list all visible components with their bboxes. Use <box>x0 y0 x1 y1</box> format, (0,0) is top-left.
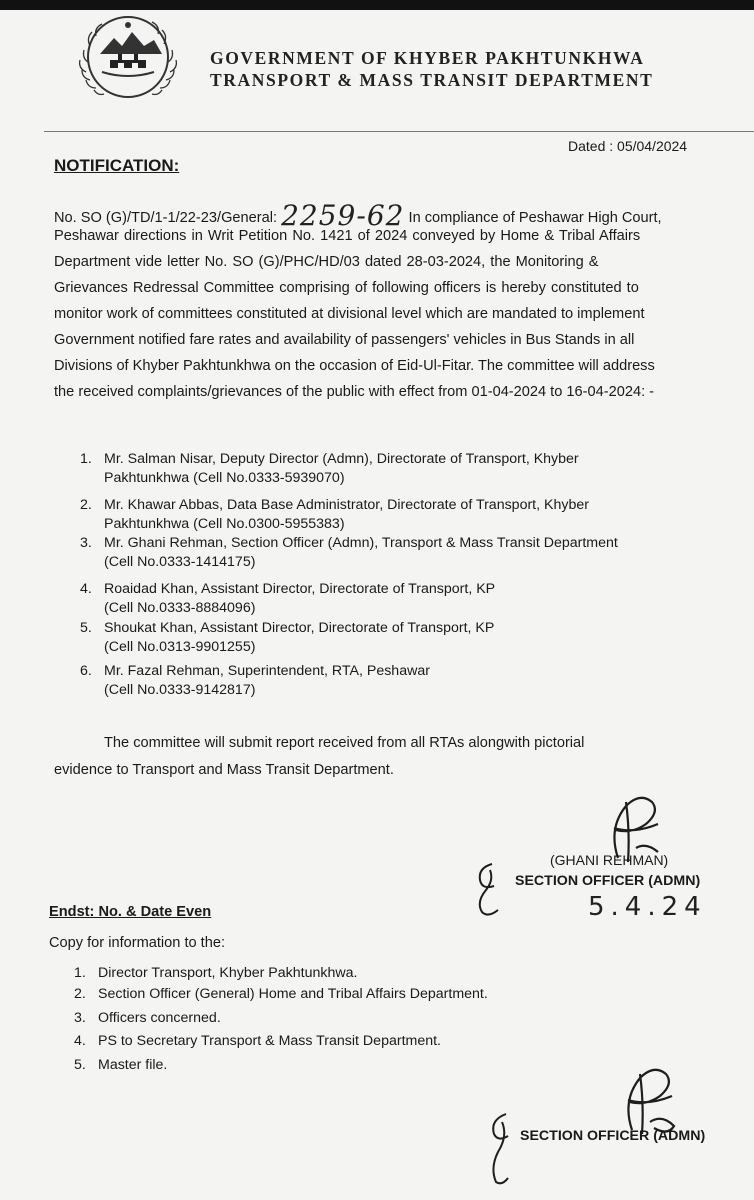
list-item: 1. Mr. Salman Nisar, Deputy Director (Admn), Directorate of Transport, Khyber Pakhtunkhwa (Cell No.0333-5939070) <box>80 451 579 486</box>
header-department-title: TRANSPORT & MASS TRANSIT DEPARTMENT <box>210 70 654 90</box>
list-item: 2. Mr. Khawar Abbas, Data Base Administrator, Directorate of Transport, Khyber Pakhtunkhwa (Cell No.0300-5955383) <box>80 497 589 532</box>
initial-mark <box>462 858 522 918</box>
paragraph-line-8: the received complaints/grievances of the public with effect from 01-04-2024 to 16-04-2024: - <box>54 384 655 400</box>
closing-line-1: The committee will submit report received from all RTAs alongwith pictorial <box>104 735 585 751</box>
paragraph-line-4: Grievances Redressal Committee comprising of following officers is hereby constituted to <box>54 280 639 296</box>
list-item: 2. Section Officer (General) Home and Tribal Affairs Department. <box>74 986 488 1002</box>
closing-line-2: evidence to Transport and Mass Transit Department. <box>54 762 394 778</box>
endorsement-signatory-title: SECTION OFFICER (ADMN) <box>520 1128 706 1144</box>
top-edge-bar <box>0 0 754 10</box>
notification-date: Dated : 05/04/2024 <box>568 138 688 154</box>
list-item: 5. Shoukat Khan, Assistant Director, Directorate of Transport, KP (Cell No.0313-9901255) <box>80 620 495 655</box>
paragraph-line-3: Department vide letter No. SO (G)/PHC/HD/03 dated 28-03-2024, the Monitoring & <box>54 254 599 270</box>
list-item: 5. Master file. <box>74 1057 168 1073</box>
header-divider <box>44 131 754 132</box>
paragraph-line-1 <box>54 196 662 232</box>
kp-government-emblem-icon <box>66 10 190 104</box>
copy-intro: Copy for information to the: <box>49 935 226 951</box>
paragraph-line-1-rest: In compliance of Peshawar High Court, <box>404 210 662 226</box>
initial-mark <box>480 1110 530 1190</box>
list-item: 4. PS to Secretary Transport & Mass Transit Department. <box>74 1033 441 1049</box>
signatory-title: SECTION OFFICER (ADMN) <box>515 873 701 889</box>
list-item: 3. Officers concerned. <box>74 1010 221 1026</box>
list-item: 1. Director Transport, Khyber Pakhtunkhwa. <box>74 965 358 981</box>
paragraph-line-6: Government notified fare rates and availability of passengers' vehicles in Bus Stands in all <box>54 332 635 348</box>
list-item: 3. Mr. Ghani Rehman, Section Officer (Admn), Transport & Mass Transit Department (Cell No.0333-1414175) <box>80 535 618 570</box>
endorsement-heading: Endst: No. & Date Even <box>49 904 212 920</box>
handwritten-diary-number: 2259-62 <box>281 199 405 232</box>
list-item: 6. Mr. Fazal Rehman, Superintendent, RTA, Peshawar (Cell No.0333-9142817) <box>80 663 430 698</box>
paragraph-line-2: Peshawar directions in Writ Petition No. 1421 of 2024 conveyed by Home & Tribal Affairs <box>54 228 641 244</box>
paragraph-line-7: Divisions of Khyber Pakhtunkhwa on the occasion of Eid-Ul-Fitar. The committee will address <box>54 358 655 374</box>
notification-heading: NOTIFICATION: <box>54 156 180 175</box>
signatory-name: (GHANI REHMAN) <box>550 852 669 868</box>
reference-number-prefix: No. SO (G)/TD/1-1/22-23/General: <box>54 210 282 226</box>
list-item: 4. Roaidad Khan, Assistant Director, Directorate of Transport, KP (Cell No.0333-8884096) <box>80 581 496 616</box>
paragraph-line-5: monitor work of committees constituted at divisional level which are mandated to implement <box>54 306 645 322</box>
handwritten-signature-date: 5.4.24 <box>588 892 707 922</box>
header-government-title: GOVERNMENT OF KHYBER PAKHTUNKHWA <box>210 48 645 68</box>
